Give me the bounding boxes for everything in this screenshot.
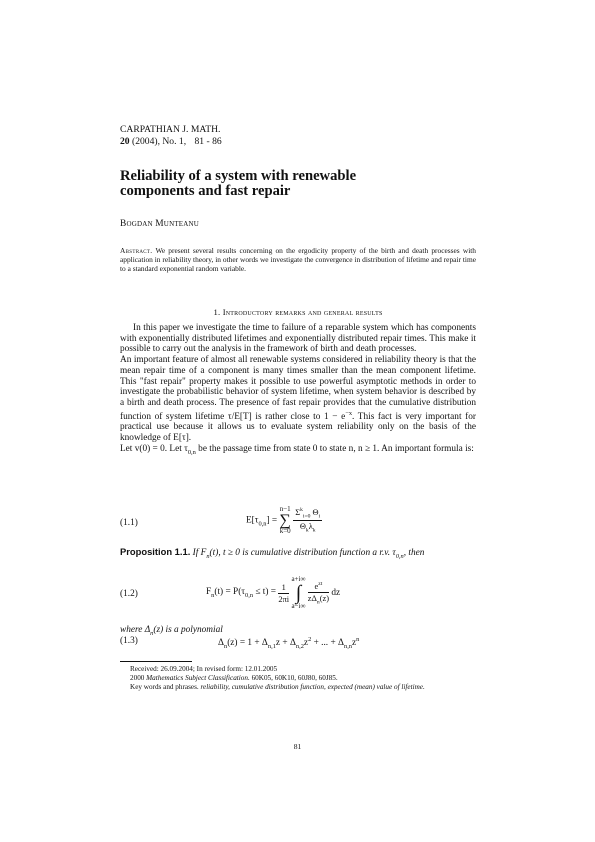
eq3-b: (z) = 1 + Δ	[227, 638, 268, 649]
eq3-sup-f: n	[356, 636, 360, 643]
eq3-sub-a: n	[223, 642, 228, 650]
eq1-num-sub: i=0	[302, 513, 311, 520]
body-text	[120, 323, 476, 458]
equation-body	[218, 636, 359, 650]
eq3-a: Δ	[218, 638, 224, 649]
equation-1-2	[120, 576, 476, 620]
journal-issue	[120, 136, 222, 148]
equation-1-3	[120, 636, 476, 650]
equation-1-1	[120, 506, 476, 546]
journal-header	[120, 124, 222, 148]
equation-body	[246, 506, 322, 535]
where-sub: n	[150, 629, 154, 637]
eq3-sup-d: 2	[308, 636, 312, 643]
eq1-sum-top: n−1	[279, 505, 291, 513]
footnote-received: Received: 26.09.2004; In revised form: 12.01.2005	[130, 665, 278, 673]
journal-name: CARPATHIAN J. MATH.	[120, 124, 221, 135]
eq2-frac-num: 1	[278, 583, 289, 594]
eq2-int-num: e	[314, 581, 319, 591]
eq2-fraction	[278, 583, 289, 604]
paper-title	[120, 169, 480, 199]
author: Bogdan Munteanu	[120, 219, 200, 229]
footnote-keywords-label: Key words and phrases.	[130, 683, 199, 691]
page-number: 81	[293, 742, 302, 751]
eq3-f: z	[352, 638, 357, 649]
abstract-label: Abstract.	[120, 246, 153, 255]
journal-pages: 81 - 86	[194, 136, 222, 147]
eq1-num-end-sub: i	[318, 513, 321, 520]
equation-number: (1.3)	[120, 636, 138, 646]
prop-sub-b: 0,n	[395, 552, 404, 560]
eq3-d: z	[303, 638, 309, 649]
eq2-lhs-sub2: 0,n	[245, 591, 254, 599]
eq1-fraction	[293, 507, 322, 534]
where-text: where Δ	[120, 625, 151, 635]
eq2-int-den: zΔ	[307, 593, 317, 603]
footnote-msc-year: 2000	[130, 674, 145, 682]
eq2-frac-den: 2πi	[278, 594, 290, 604]
prop-text-b: (t), t ≥ 0 is cumulative distribution function a r.v. τ	[209, 548, 396, 558]
journal-details: (2004), No. 1,	[132, 136, 187, 147]
eq1-sum-bottom: k=0	[279, 527, 291, 535]
eq2-int-num-sup: zt	[318, 580, 323, 587]
eq2-int-bottom: a−i∞	[291, 602, 306, 610]
eq2-int-top: a+i∞	[291, 575, 306, 583]
proposition-label: Proposition 1.1.	[120, 546, 191, 557]
eq2-lhs-sub: n	[211, 591, 215, 599]
paragraph-3-a: Let v(0) = 0. Let τ	[120, 443, 188, 454]
eq2-int-den-end: (z)	[319, 593, 329, 603]
eq1-lhs-sub: 0,n	[258, 520, 267, 528]
paragraph-2-b: . This fact is very important for practical use because it allows us to evaluate system reliability only on the basis of the knowledge of E[τ].	[120, 411, 476, 444]
eq2-lhs: F	[206, 587, 212, 598]
eq2-integrand	[308, 581, 329, 605]
eq2-integral: a+i∞ ∫ a−i∞	[291, 575, 306, 610]
footnote-msc-codes: 60K05, 60K10, 60J80, 60J85.	[251, 674, 338, 682]
paragraph-3	[120, 444, 476, 459]
eq1-lhs: E[τ	[246, 515, 259, 526]
paragraph-3-sub: 0,n	[187, 448, 196, 456]
eq1-lhs-end: ] =	[266, 515, 278, 526]
eq1-den-sub: k	[305, 528, 309, 535]
eq1-sum: n−1 ∑ k=0	[279, 505, 291, 535]
eq3-sub-b: n,1	[267, 642, 276, 650]
journal-volume: 20	[120, 136, 130, 147]
footnote-msc-label: Mathematics Subject Classification.	[146, 674, 250, 682]
footnotes	[120, 665, 476, 692]
abstract-text: We present several results concerning on the ergodicity property of the birth and death processes with application in reliability theory, in other words we investigate the convergence in distribution of lifetime and repair time to a standard exponential random variable.	[120, 246, 476, 274]
eq3-c: z + Δ	[275, 638, 296, 649]
eq1-num-end: Θ	[312, 507, 319, 517]
eq1-den-end: λ	[308, 522, 313, 532]
where-end: (z) is a polynomial	[153, 625, 223, 635]
eq2-lhs-mid: (t) = P(τ	[214, 587, 246, 598]
eq2-dz: dz	[331, 588, 341, 598]
title-line-2: components and fast repair	[120, 183, 291, 199]
equation-number: (1.1)	[120, 518, 138, 528]
title-line-1: Reliability of a system with renewable	[120, 168, 357, 184]
footnote-keywords	[120, 683, 476, 692]
equation-number: (1.2)	[120, 589, 138, 599]
prop-sub-a: n	[206, 552, 210, 560]
proposition-1-1	[120, 546, 476, 562]
eq2-int-den-sub: n	[316, 599, 320, 606]
eq3-sub-c: n,2	[295, 642, 304, 650]
footnote-msc	[120, 674, 476, 683]
section-number: 1.	[213, 307, 221, 317]
eq3-sub-e: n,n	[344, 642, 352, 650]
paragraph-2	[120, 355, 476, 444]
paragraph-2-a: An important feature of almost all renewable systems considered in reliability theory is that the mean repair time of a component is many times smaller than the mean component lifetime. This "fast repair" property makes it possible to use powerful asymptotic methods in order to investigate the probabilistic behavior of system lifetime, when system behavior is described by a birth and death process. The presence of fast repair provides that the cumulative distribution function of system lifetime τ/E[T] is rather close to 1 − e	[120, 355, 476, 422]
eq1-num-sup: k	[300, 506, 303, 513]
paragraph-2-sup: −x	[345, 409, 353, 417]
prop-text-c: , then	[403, 548, 425, 558]
eq1-den-end-sub: k	[312, 528, 316, 535]
prop-text-a: If F	[192, 548, 207, 558]
abstract	[120, 246, 476, 274]
paragraph-1: In this paper we investigate the time to failure of a reparable system which has components with exponentially distributed lifetimes and exponentially distributed repair times. This make it possible to carry out the analysis in the framework of birth and death processes.	[120, 323, 476, 355]
section-title: Introductory remarks and general results	[222, 307, 383, 317]
eq3-e: + ... + Δ	[311, 638, 344, 649]
footnote-rule	[120, 661, 192, 662]
eq1-num: Σ	[295, 507, 301, 517]
eq2-lhs-end: ≤ t) =	[253, 587, 277, 598]
equation-body	[206, 576, 340, 610]
footnote-keywords-text: reliability, cumulative distribution function, expected (mean) value of lifetime.	[200, 683, 425, 691]
section-heading	[120, 307, 476, 317]
paragraph-3-b: be the passage time from state 0 to state n, n ≥ 1. An important formula is:	[195, 443, 474, 454]
eq1-den: Θ	[299, 522, 306, 532]
